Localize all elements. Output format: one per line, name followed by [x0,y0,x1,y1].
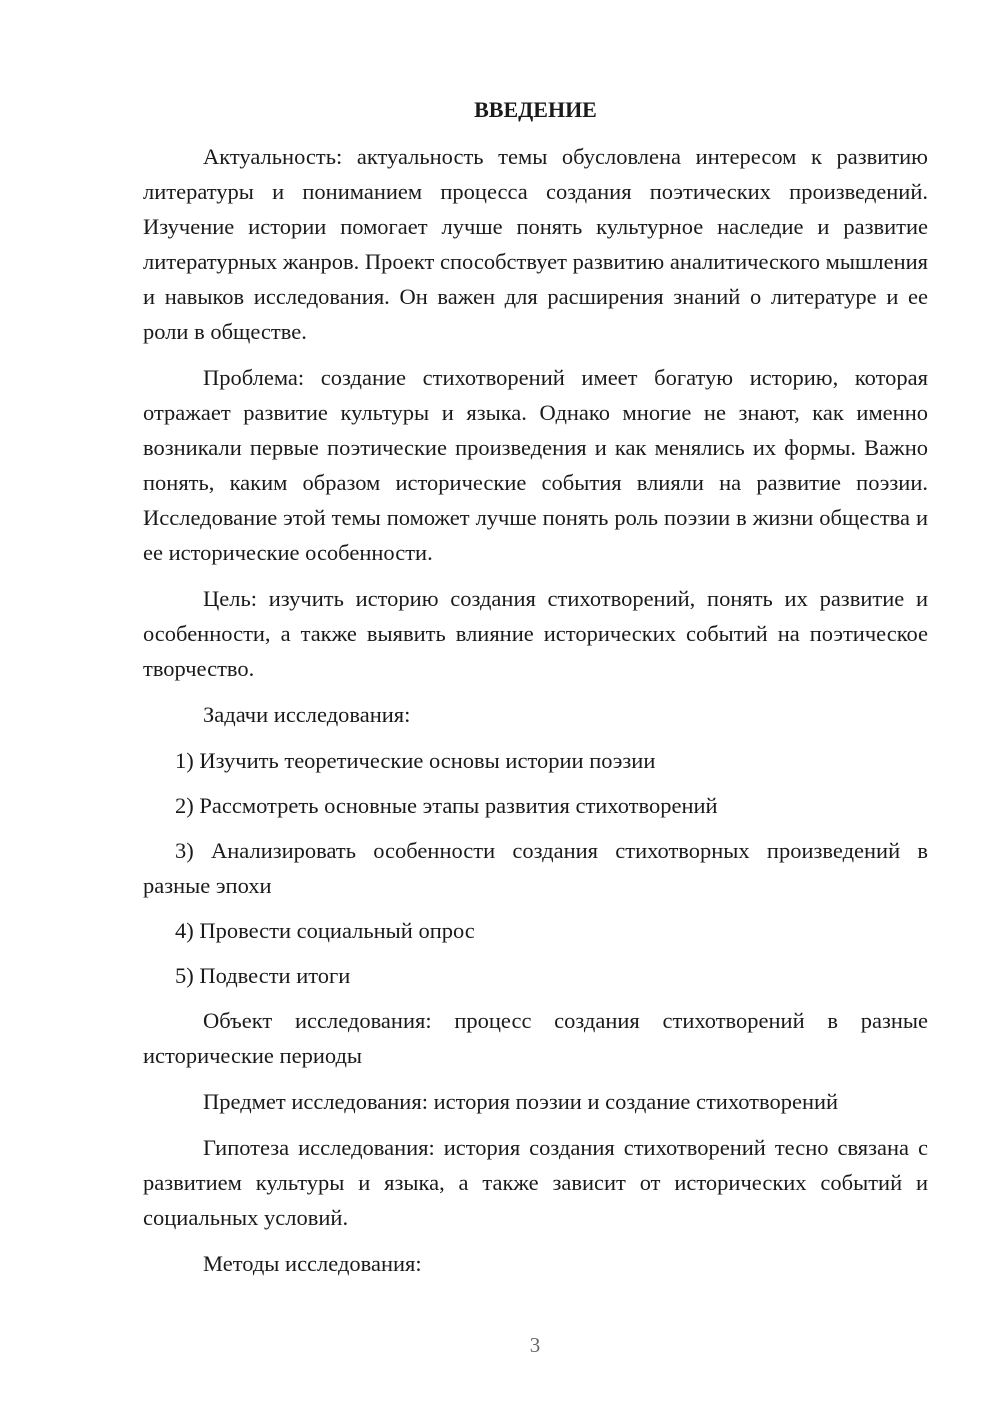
object-paragraph: Объект исследования: процесс создания стихотворений в разные исторические периоды [143,1008,928,1068]
document-page [143,92,928,1292]
page-title: ВВЕДЕНИЕ [474,97,597,122]
task-item-4: 4) Провести социальный опрос [175,918,475,943]
problem-paragraph: Проблема: создание стихотворений имеет богатую историю, которая отражает развитие культуры и языка. Однако многие не знают, как именно возникали первые поэтические произведения и как менялись их формы. Важно понять, каким образом исторические события влияли на развитие поэзии. Исследование этой темы поможет лучше понять роль поэзии в жизни общества и ее исторические особенности. [143,365,928,565]
task-item-3: 3) Анализировать особенности создания стихотворных произведений в разные эпохи [143,838,928,898]
hypothesis-paragraph: Гипотеза исследования: история создания стихотворений тесно связана с развитием культуры и языка, а также зависит от исторических событий и социальных условий. [143,1135,928,1230]
methods-heading: Методы исследования: [203,1251,422,1276]
goal-paragraph: Цель: изучить историю создания стихотворений, понять их развитие и особенности, а также выявить влияние исторических событий на поэтическое творчество. [143,586,928,681]
subject-paragraph: Предмет исследования: история поэзии и создание стихотворений [203,1089,839,1114]
relevance-paragraph: Актуальность: актуальность темы обусловлена интересом к развитию литературы и пониманием процесса создания поэтических произведений. Изучение истории помогает лучше понять культурное наследие и развитие литературных жанров. Проект способствует развитию аналитического мышления и навыков исследования. Он важен для расширения знаний о литературе и ее роли в обществе. [143,144,928,344]
page-number: 3 [529,1333,541,1357]
task-item-1: 1) Изучить теоретические основы истории поэзии [175,748,656,773]
task-item-5: 5) Подвести итоги [175,963,351,988]
tasks-heading: Задачи исследования: [203,702,411,727]
task-item-2: 2) Рассмотреть основные этапы развития стихотворений [175,793,718,818]
